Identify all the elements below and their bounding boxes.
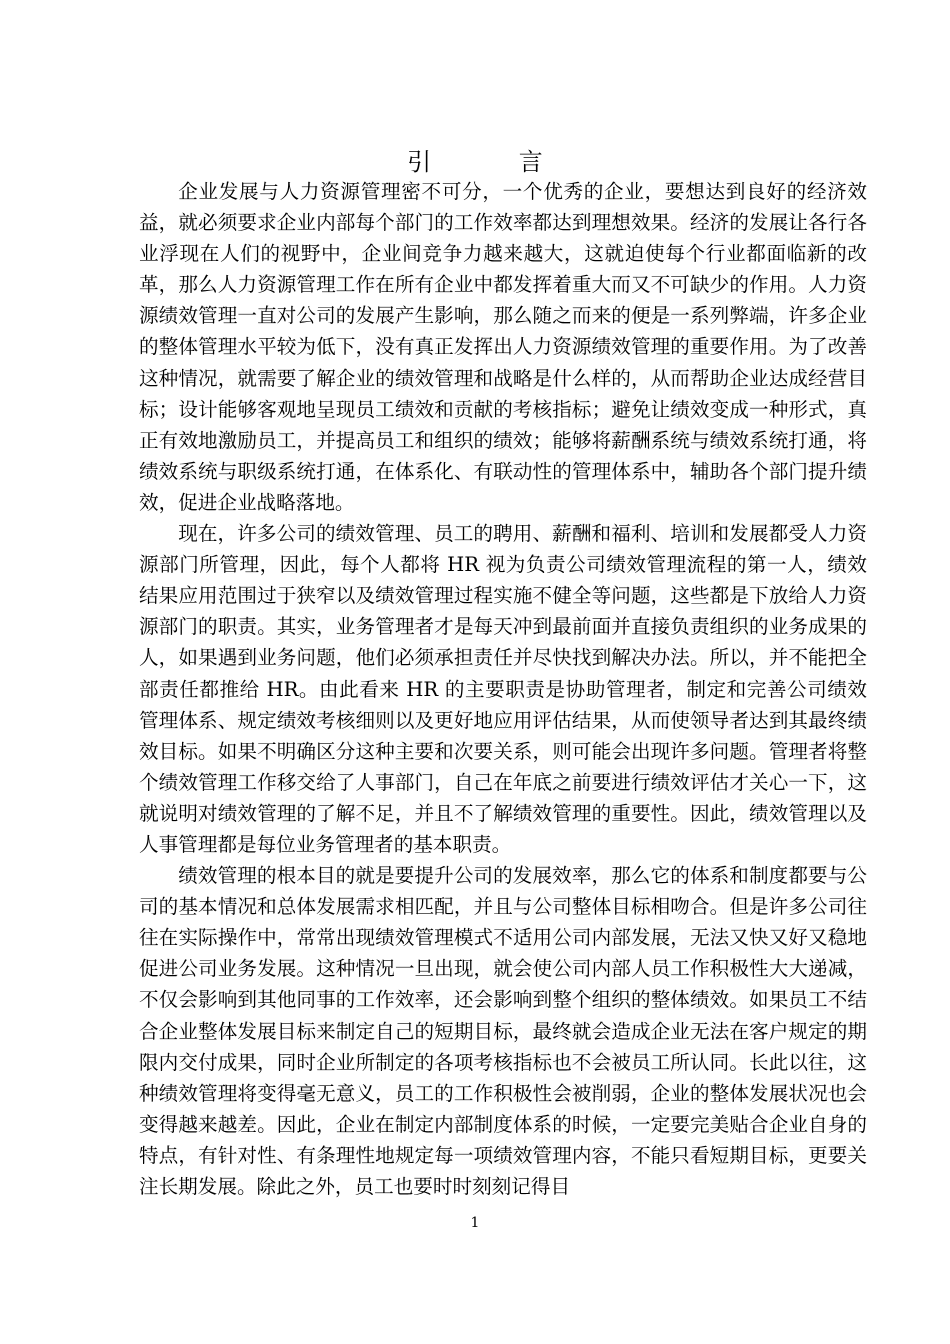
- paragraph-3: 绩效管理的根本目的就是要提升公司的发展效率，那么它的体系和制度都要与公司的基本情况和总体发展需求相匹配，并且与公司整体目标相吻合。但是许多公司往往在实际操作中，常常出现绩效管理模式不适用公司内部发展，无法又快又好又稳地促进公司业务发展。这种情况一旦出现，就会使公司内部人员工作积极性大大递减，不仅会影响到其他同事的工作效率，还会影响到整个组织的整体绩效。如果员工不结合企业整体发展目标来制定自己的短期目标，最终就会造成企业无法在客户规定的期限内交付成果，同时企业所制定的各项考核指标也不会被员工所认同。长此以往，这种绩效管理将变得毫无意义，员工的工作积极性会被削弱，企业的整体发展状况也会变得越来越差。因此，企业在制定内部制度体系的时候，一定要完美贴合企业自身的特点，有针对性、有条理性地规定每一项绩效管理内容，不能只看短期目标，更要关注长期发展。除此之外，员工也要时时刻刻记得目: [139, 864, 867, 1198]
- paragraph-1: 企业发展与人力资源管理密不可分，一个优秀的企业，要想达到良好的经济效益，就必须要求企业内部每个部门的工作效率都达到理想效果。经济的发展让各行各业浮现在人们的视野中，企业间竞争力越来越大，这就迫使每个行业都面临新的改革，那么人力资源管理工作在所有企业中都发挥着重大而又不可缺少的作用。人力资源绩效管理一直对公司的发展产生影响，那么随之而来的便是一系列弊端，许多企业的整体管理水平较为低下，没有真正发挥出人力资源绩效管理的重要作用。为了改善这种情况，就需要了解企业的绩效管理和战略是什么样的，从而帮助企业达成经营目标；设计能够客观地呈现员工绩效和贡献的考核指标；避免让绩效变成一种形式，真正有效地激励员工，并提高员工和组织的绩效；能够将薪酬系统与绩效系统打通，将绩效系统与职级系统打通，在体系化、有联动性的管理体系中，辅助各个部门提升绩效，促进企业战略落地。: [139, 180, 867, 514]
- page-title: 引 言: [407, 148, 583, 176]
- page-number: 1: [470, 1215, 480, 1231]
- body-text: [139, 176, 867, 1202]
- paragraph-2: 现在，许多公司的绩效管理、员工的聘用、薪酬和福利、培训和发展都受人力资源部门所管理，因此，每个人都将 HR 视为负责公司绩效管理流程的第一人，绩效结果应用范围过于狭窄以及绩效管理过程实施不健全等问题，这些都是下放给人力资源部门的职责。其实，业务管理者才是每天冲到最前面并直接负责组织的业务成果的人，如果遇到业务问题，他们必须承担责任并尽快找到解决办法。所以，并不能把全部责任都推给 HR。由此看来 HR 的主要职责是协助管理者，制定和完善公司绩效管理体系、规定绩效考核细则以及更好地应用评估结果，从而使领导者达到其最终绩效目标。如果不明确区分这种主要和次要关系，则可能会出现许多问题。管理者将整个绩效管理工作移交给了人事部门，自己在年底之前要进行绩效评估才关心一下，这就说明对绩效管理的了解不足，并且不了解绩效管理的重要性。因此，绩效管理以及人事管理都是每位业务管理者的基本职责。: [139, 522, 867, 856]
